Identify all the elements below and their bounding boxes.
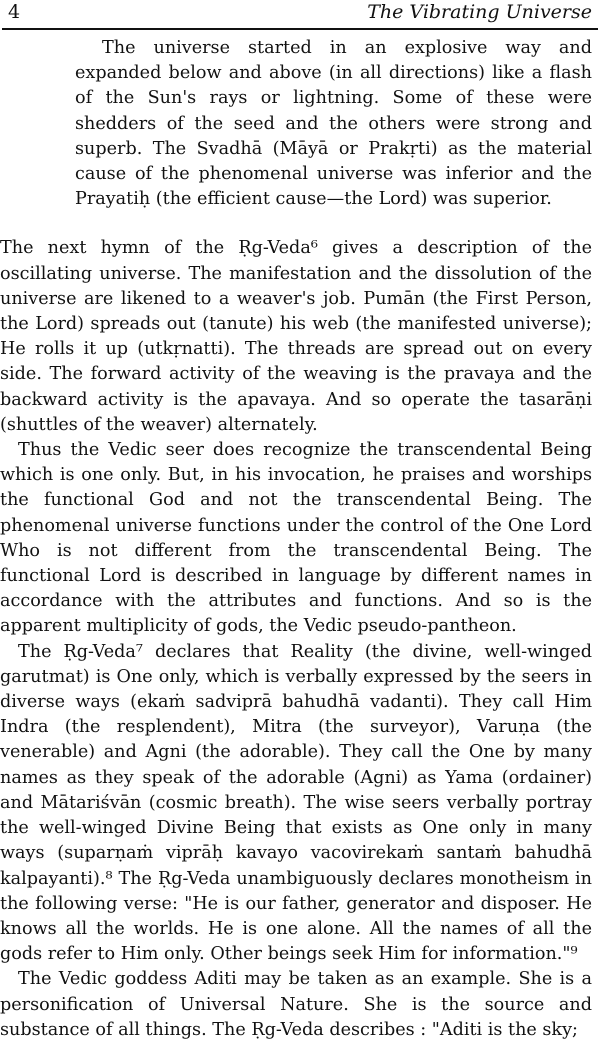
- header-rule: [2, 28, 598, 30]
- page-body: [0, 36, 592, 1043]
- paragraph-aditi: The Vedic goddess Aditi may be taken as an example. She is a personification of Universal Nature. She is the source and substance of all things. The Ṛg-Veda describes : "Aditi is the sky;: [0, 969, 592, 1040]
- running-title: The Vibrating Universe: [367, 1, 592, 23]
- paragraph-weaver: The next hymn of the Ṛg-Veda⁶ gives a description of the oscillating universe. The manifestation and the dissolution of the universe are likened to a weaver's job. Pumān (the First Person, the Lord) spreads out (tanute) his web (the manifested universe); He rolls it up (utkṛnatti). The threads are spread out on every side. The forward activity of the weaving is the pravaya and the backward activity is the apavaya. And so operate the tasarāṇi (shuttles of the weaver) alternately.: [0, 238, 592, 435]
- page-number: 4: [8, 1, 21, 23]
- paragraph-transcendental: Thus the Vedic seer does recognize the transcendental Being which is one only. But, in his invocation, he praises and worships the functional God and not the transcendental Being. The phenomenal universe functions under the control of the One Lord Who is not different from the transcendental Being. The functional Lord is described in language by different names in accordance with the attributes and functions. And so is the apparent multiplicity of gods, the Vedic pseudo-pantheon.: [0, 440, 592, 637]
- page-header: [8, 0, 592, 28]
- indented-passage: The universe started in an explosive way and expanded below and above (in all directions) like a flash of the Sun's rays or lightning. Some of these were shedders of the seed and the others were strong and superb. The Svadhā (Māyā or Prakṛti) as the material cause of the phenomenal universe was inferior and the Prayatiḥ (the efficient cause—the Lord) was superior.: [75, 38, 592, 210]
- paragraph-reality-one: The Ṛg-Veda⁷ declares that Reality (the divine, well-winged garutmat) is One only, which is verbally expressed by the seers in diverse ways (ekaṁ sadviprā bahudhā vadanti). They call Him Indra (the resplendent), Mitra (the surveyor), Varuṇa (the venerable) and Agni (the adorable). They call the One by many names as they speak of the adorable (Agni) as Yama (ordainer) and Mātariśvān (cosmic breath). The wise seers verbally portray the well-winged Divine Being that exists as One only in many ways (suparṇaṁ viprāḥ kavayo vacovirekaṁ santaṁ bahudhā kalpayanti).⁸ The Ṛg-Veda unambiguously declares monotheism in the following verse: "He is our father, generator and disposer. He knows all the worlds. He is one alone. All the names of all the gods refer to Him only. Other beings seek Him for information."⁹: [0, 641, 592, 965]
